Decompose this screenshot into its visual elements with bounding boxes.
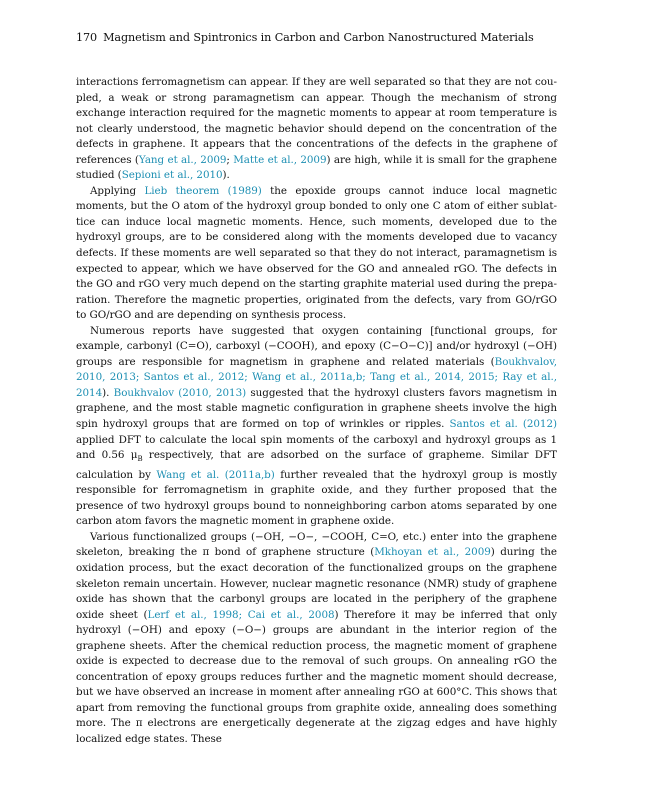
paragraph-text: further revealed that the hydroxyl group is mostly responsible for ferromagnetism in graphite oxide, and they further proposed that the presence of two hydroxyl groups bound to nonneighboring carbon atoms separated by one carbon atom favors the magnetic moment in graphene oxide. — [76, 468, 557, 528]
paragraph-text: respectively, that are adsorbed on the surface of grapheme. Similar DFT calculation by — [76, 449, 557, 481]
citation-link[interactable]: Sepioni et al., 2010 — [121, 169, 223, 182]
citation-link[interactable]: Wang et al. (2011a,b) — [156, 468, 275, 481]
subscript-b: B — [137, 455, 143, 464]
citation-link[interactable]: Lieb theorem (1989) — [144, 184, 262, 197]
citation-link[interactable]: Lerf et al., 1998; Cai et al., 2008 — [147, 608, 335, 621]
book-title: Magnetism and Spintronics in Carbon and Carbon Nanostructured Materials — [103, 31, 534, 44]
citation-link[interactable]: Mkhoyan et al., 2009 — [374, 546, 491, 559]
citation-link[interactable]: Boukhvalov (2010, 2013) — [113, 386, 247, 399]
paragraph-text: Numerous reports have suggested that oxygen containing [functional groups, for example, carbonyl (C=O), carboxyl (−COOH), and epoxy (C−O−C)] and/or hydroxyl (−OH) groups are responsible for magnetism in graphene and related materials ( — [76, 324, 557, 368]
paragraph-1 — [76, 75, 557, 184]
body-text — [76, 75, 557, 748]
citation-link[interactable]: Matte et al., 2009 — [233, 153, 327, 166]
paragraph-3 — [76, 324, 557, 530]
paragraph-text: Various functionalized groups (−OH, −O−, −COOH, C=O, etc.) enter into the graphene skeleton, breaking the π bond of graphene structure ( — [76, 530, 557, 559]
paragraph-text: ; — [226, 153, 234, 166]
paragraph-text: ). — [102, 386, 114, 399]
paragraph-text: the epoxide groups cannot induce local magnetic moments, but the O atom of the hydroxyl group bonded to only one C atom of either sublattice can induce local magnetic moments. Hence, such moments, developed due to the hydroxyl groups, are to be considered along with the moments developed due to vacancy defects. If these moments are well separated so that they do not interact, paramagnetism is expected to appear, which we have observed for the GO and annealed rGO. The defects in the GO and rGO very much depend on the starting graphite material used during the preparation. Therefore the magnetic properties, originated from the defects, vary from GO/rGO to GO/rGO and are depending on synthesis process. — [76, 184, 558, 322]
citation-link[interactable]: Yang et al., 2009 — [138, 153, 227, 166]
running-header — [76, 31, 576, 44]
paragraph-text: ) Therefore it may be inferred that only hydroxyl (−OH) and epoxy (−O−) groups are abundant in the interior region of the graphene sheets. After the chemical reduction process, the magnetic moment of graphene oxide is expected to decrease due to the removal of such groups. On annealing rGO the concentration of epoxy groups reduces further and the magnetic moment should decrease, but we have observed an increase in moment after annealing rGO at 600°C. This shows that apart from removing the functional groups from graphite oxide, annealing does something more. The π electrons are energetically degenerate at the zigzag edges and have highly localized edge states. These — [76, 608, 557, 746]
paragraph-4 — [76, 530, 557, 748]
paragraph-text: suggested that the hydroxyl clusters favors magnetism in graphene, and the most stable magnetic configuration in graphene sheets involve the high spin hydroxyl groups that are formed on top of wrinkles or ripples. — [76, 386, 557, 431]
citation-link[interactable]: Boukhvalov, 2010, 2013; Santos et al., 2012; Wang et al., 2011a,b; Tang et al., 2014, 2015; Ray et al., 2014 — [76, 355, 557, 399]
paragraph-text: ) during the oxidation process, but the exact decoration of the functionalized groups on the graphene skeleton remain uncertain. However, nuclear magnetic resonance (NMR) study of graphene oxide has shown that the carbonyl groups are located in the periphery of the graphene oxide sheet ( — [76, 546, 557, 621]
paragraph-text: Applying — [90, 184, 145, 197]
citation-link[interactable]: Santos et al. (2012) — [449, 418, 557, 431]
paragraph-text: applied DFT to calculate the local spin moments of the carboxyl and hydroxyl groups as 1 and 0.56 μ — [76, 433, 557, 462]
paragraph-text: ). — [222, 169, 230, 182]
paragraph-text: interactions ferromagnetism can appear. If they are well separated so that they are not coupled, a weak or strong paramagnetism can appear. Though the mechanism of strong exchange interaction required for the magnetic moments to appear at room temperature is not clearly understood, the magnetic behavior should depend on the concentration of the defects in graphene. It appears that the concentrations of the defects in the graphene of references ( — [76, 76, 557, 166]
paragraph-2 — [76, 184, 557, 324]
page-number: 170 — [76, 31, 98, 44]
paragraph-text: ) are high, while it is small for the graphene studied ( — [76, 153, 557, 182]
